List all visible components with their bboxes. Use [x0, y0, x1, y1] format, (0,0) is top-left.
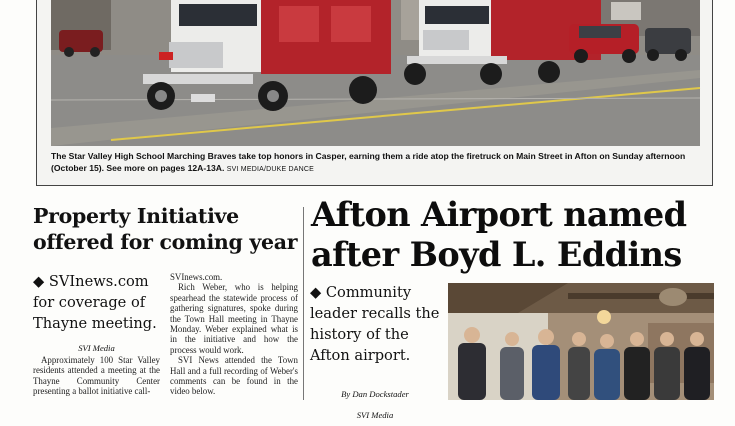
column-divider	[303, 207, 304, 400]
story-column-1	[33, 343, 160, 397]
col2-paragraph-2: SVI News attended the Town Hall and a full recording of Weber's comments can be found in the video below.	[170, 355, 298, 397]
svinews-teaser[interactable]: ◆ SVInews.com for coverage of Thayne meeting.	[33, 273, 157, 332]
property-initiative-story	[33, 203, 303, 400]
airport-teaser	[310, 282, 440, 426]
airport-headline[interactable]: Afton Airport named after Boyd L. Eddins	[311, 195, 687, 274]
col2-link-line[interactable]: SVInews.com.	[170, 272, 223, 282]
group-photo	[448, 283, 714, 400]
byline-author: By Dan Dockstader	[341, 389, 409, 399]
column-1-text	[33, 355, 160, 397]
byline-org: SVI Media	[356, 410, 394, 420]
photo-credit: SVI MEDIA/DUKE DANCE	[226, 166, 315, 173]
story-column-2	[170, 272, 298, 397]
col2-paragraph-1: Rich Weber, who is helping spearhead the statewide process of gathering signatures, spoke during the Town Hall meeting in Thayne Monday. Weber explained what is in the initiative and how the process would work.	[170, 282, 298, 355]
airport-byline	[310, 384, 440, 426]
caption-text: The Star Valley High School Marching Braves take top honors in Casper, earning them a ride atop the firetruck on Main Street in Afton on Sunday afternoon (October 15). See more on pages 12A-13A.	[51, 151, 686, 173]
airport-teaser-text[interactable]: ◆ Community leader recalls the history of the Afton airport.	[310, 284, 440, 364]
firetruck-photo	[51, 0, 700, 146]
col1-paragraph: Approximately 100 Star Valley residents attended a meeting at the Thayne Community Center presenting a ballot initiative call-	[33, 355, 160, 397]
property-initiative-headline[interactable]: Property Initiative offered for coming year	[33, 204, 298, 254]
top-photo-frame	[36, 0, 713, 186]
left-byline: SVI Media	[78, 343, 115, 353]
photo-caption	[51, 150, 701, 176]
